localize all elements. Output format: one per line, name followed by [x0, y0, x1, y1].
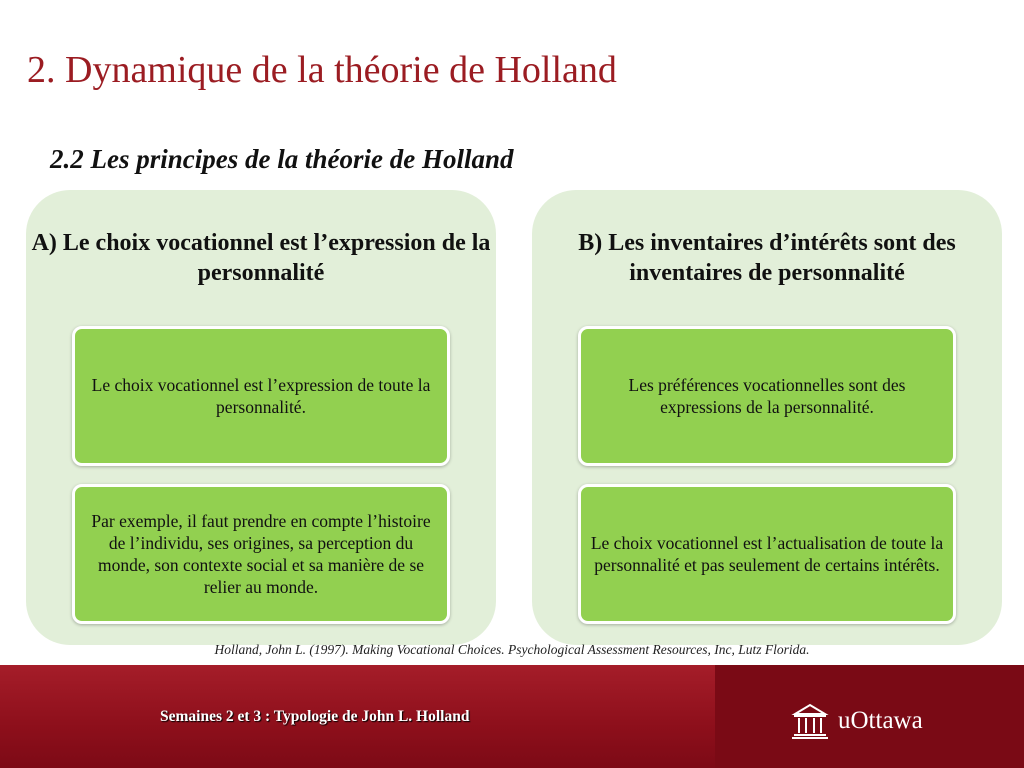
slide-subtitle: 2.2 Les principes de la théorie de Holland: [50, 144, 514, 174]
uottawa-logo: [790, 701, 923, 741]
column-a: [26, 190, 496, 645]
footer-course-title: Semaines 2 et 3 : Typologie de John L. Holland: [160, 708, 470, 725]
logo-text: uOttawa: [838, 707, 923, 734]
column-b-header: B) Les inventaires d’intérêts sont des inventaires de personnalité: [578, 230, 956, 286]
column-b-box-1: Les préférences vocationnelles sont des expressions de la personnalité.: [578, 326, 956, 466]
column-a-box-2: Par exemple, il faut prendre en compte l’histoire de l’individu, ses origines, sa perception du monde, son contexte social et sa manière de se relier au monde.: [72, 484, 450, 624]
building-icon: [790, 701, 830, 741]
slide-title: 2. Dynamique de la théorie de Holland: [27, 49, 617, 91]
column-a-box-1: Le choix vocationnel est l’expression de toute la personnalité.: [72, 326, 450, 466]
citation: Holland, John L. (1997). Making Vocational Choices. Psychological Assessment Resources, Inc, Lutz Florida.: [214, 642, 810, 657]
column-b: [532, 190, 1002, 645]
column-b-box-2: Le choix vocationnel est l’actualisation de toute la personnalité et pas seulement de certains intérêts.: [578, 484, 956, 624]
column-a-header: A) Le choix vocationnel est l’expression de la personnalité: [31, 230, 491, 286]
footer-bar: [0, 665, 1024, 768]
